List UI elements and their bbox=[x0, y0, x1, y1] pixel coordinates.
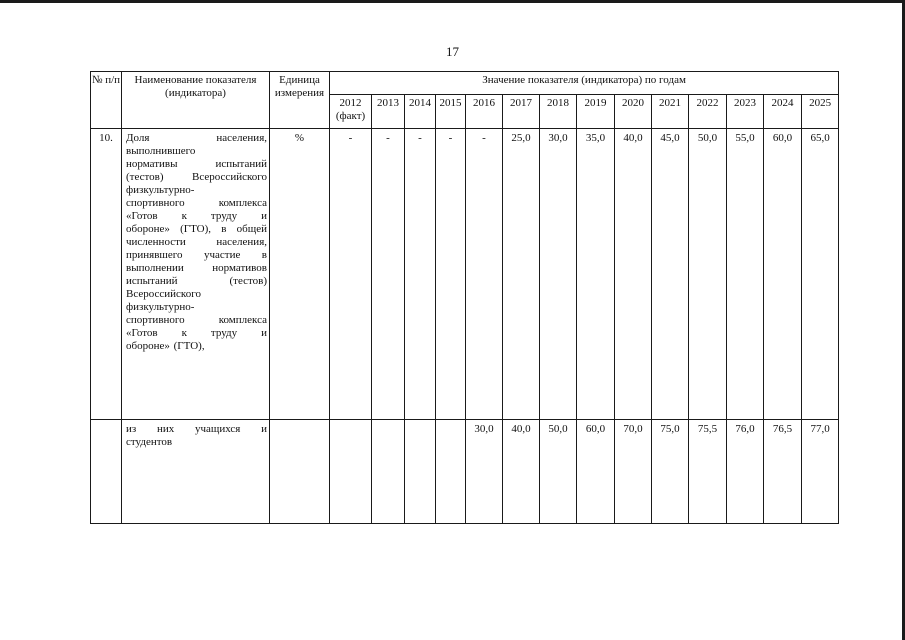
value-cell: 40,0 bbox=[615, 129, 652, 420]
value-cell: 55,0 bbox=[727, 129, 764, 420]
header-year: 2020 bbox=[615, 95, 652, 129]
name-line: (тестов) Всероссийского bbox=[126, 171, 267, 183]
value-cell bbox=[436, 420, 466, 524]
header-year: 2024 bbox=[764, 95, 802, 129]
value-cell: 75,5 bbox=[689, 420, 727, 524]
header-year: 2017 bbox=[503, 95, 540, 129]
value-cell: - bbox=[436, 129, 466, 420]
value-cell: 60,0 bbox=[577, 420, 615, 524]
header-year: 2018 bbox=[540, 95, 577, 129]
name-line: Всероссийского bbox=[126, 288, 201, 300]
name-line: из них учащихся и bbox=[126, 423, 267, 435]
name-line: спортивного комплекса bbox=[126, 314, 267, 326]
header-year: 2016 bbox=[466, 95, 503, 129]
name-line: «Готов к труду и bbox=[126, 210, 267, 222]
value-cell: 30,0 bbox=[466, 420, 503, 524]
table-row bbox=[91, 129, 839, 420]
value-cell: 50,0 bbox=[540, 420, 577, 524]
name-line: численности населения, bbox=[126, 236, 267, 248]
name-line: физкультурно- bbox=[126, 301, 195, 313]
name-line: Доля населения, bbox=[126, 132, 267, 144]
row-num: 10. bbox=[91, 129, 122, 420]
row-unit bbox=[270, 420, 330, 524]
name-line: «Готов к труду и bbox=[126, 327, 267, 339]
value-cell: - bbox=[372, 129, 405, 420]
name-line: студентов bbox=[126, 436, 173, 448]
value-cell: 70,0 bbox=[615, 420, 652, 524]
header-values-group: Значение показателя (индикатора) по годам bbox=[330, 72, 839, 95]
row-unit: % bbox=[270, 129, 330, 420]
page-number: 17 bbox=[446, 44, 459, 59]
name-line: выполнившего bbox=[126, 145, 196, 157]
scan-border-top bbox=[0, 0, 905, 3]
value-cell: - bbox=[330, 129, 372, 420]
header-name: Наименование показателя (индикатора) bbox=[122, 72, 270, 129]
name-line: обороне» (ГТО), bbox=[126, 340, 205, 352]
value-cell bbox=[372, 420, 405, 524]
header-year: 2022 bbox=[689, 95, 727, 129]
header-year: 2013 bbox=[372, 95, 405, 129]
indicator-table bbox=[90, 71, 839, 524]
header-unit: Единица измерения bbox=[270, 72, 330, 129]
name-line: выполнении нормативов bbox=[126, 262, 267, 274]
name-line: спортивного комплекса bbox=[126, 197, 267, 209]
header-year: 2025 bbox=[802, 95, 839, 129]
value-cell: 76,5 bbox=[764, 420, 802, 524]
value-cell: 25,0 bbox=[503, 129, 540, 420]
header-year-2012 bbox=[330, 95, 372, 129]
value-cell: 76,0 bbox=[727, 420, 764, 524]
value-cell: 45,0 bbox=[652, 129, 689, 420]
header-year: 2014 bbox=[405, 95, 436, 129]
table-row bbox=[91, 420, 839, 524]
row-name bbox=[122, 129, 270, 420]
year-2012-note: (факт) bbox=[335, 110, 366, 122]
name-line: принявшего участие в bbox=[126, 249, 267, 261]
value-cell bbox=[330, 420, 372, 524]
value-cell: 50,0 bbox=[689, 129, 727, 420]
header-year: 2021 bbox=[652, 95, 689, 129]
header-num: № п/п bbox=[91, 72, 122, 129]
value-cell: 40,0 bbox=[503, 420, 540, 524]
name-line: обороне» (ГТО), в общей bbox=[126, 223, 267, 235]
value-cell: 35,0 bbox=[577, 129, 615, 420]
name-line: нормативы испытаний bbox=[126, 158, 267, 170]
value-cell: 77,0 bbox=[802, 420, 839, 524]
value-cell: 60,0 bbox=[764, 129, 802, 420]
value-cell: 75,0 bbox=[652, 420, 689, 524]
header-year: 2023 bbox=[727, 95, 764, 129]
value-cell: 30,0 bbox=[540, 129, 577, 420]
year-2012-label: 2012 bbox=[339, 97, 362, 109]
value-cell: - bbox=[466, 129, 503, 420]
header-row-1 bbox=[91, 72, 839, 95]
value-cell: 65,0 bbox=[802, 129, 839, 420]
name-line: физкультурно- bbox=[126, 184, 195, 196]
header-year: 2015 bbox=[436, 95, 466, 129]
header-year: 2019 bbox=[577, 95, 615, 129]
value-cell: - bbox=[405, 129, 436, 420]
row-num bbox=[91, 420, 122, 524]
row-name bbox=[122, 420, 270, 524]
name-line: испытаний (тестов) bbox=[126, 275, 267, 287]
value-cell bbox=[405, 420, 436, 524]
